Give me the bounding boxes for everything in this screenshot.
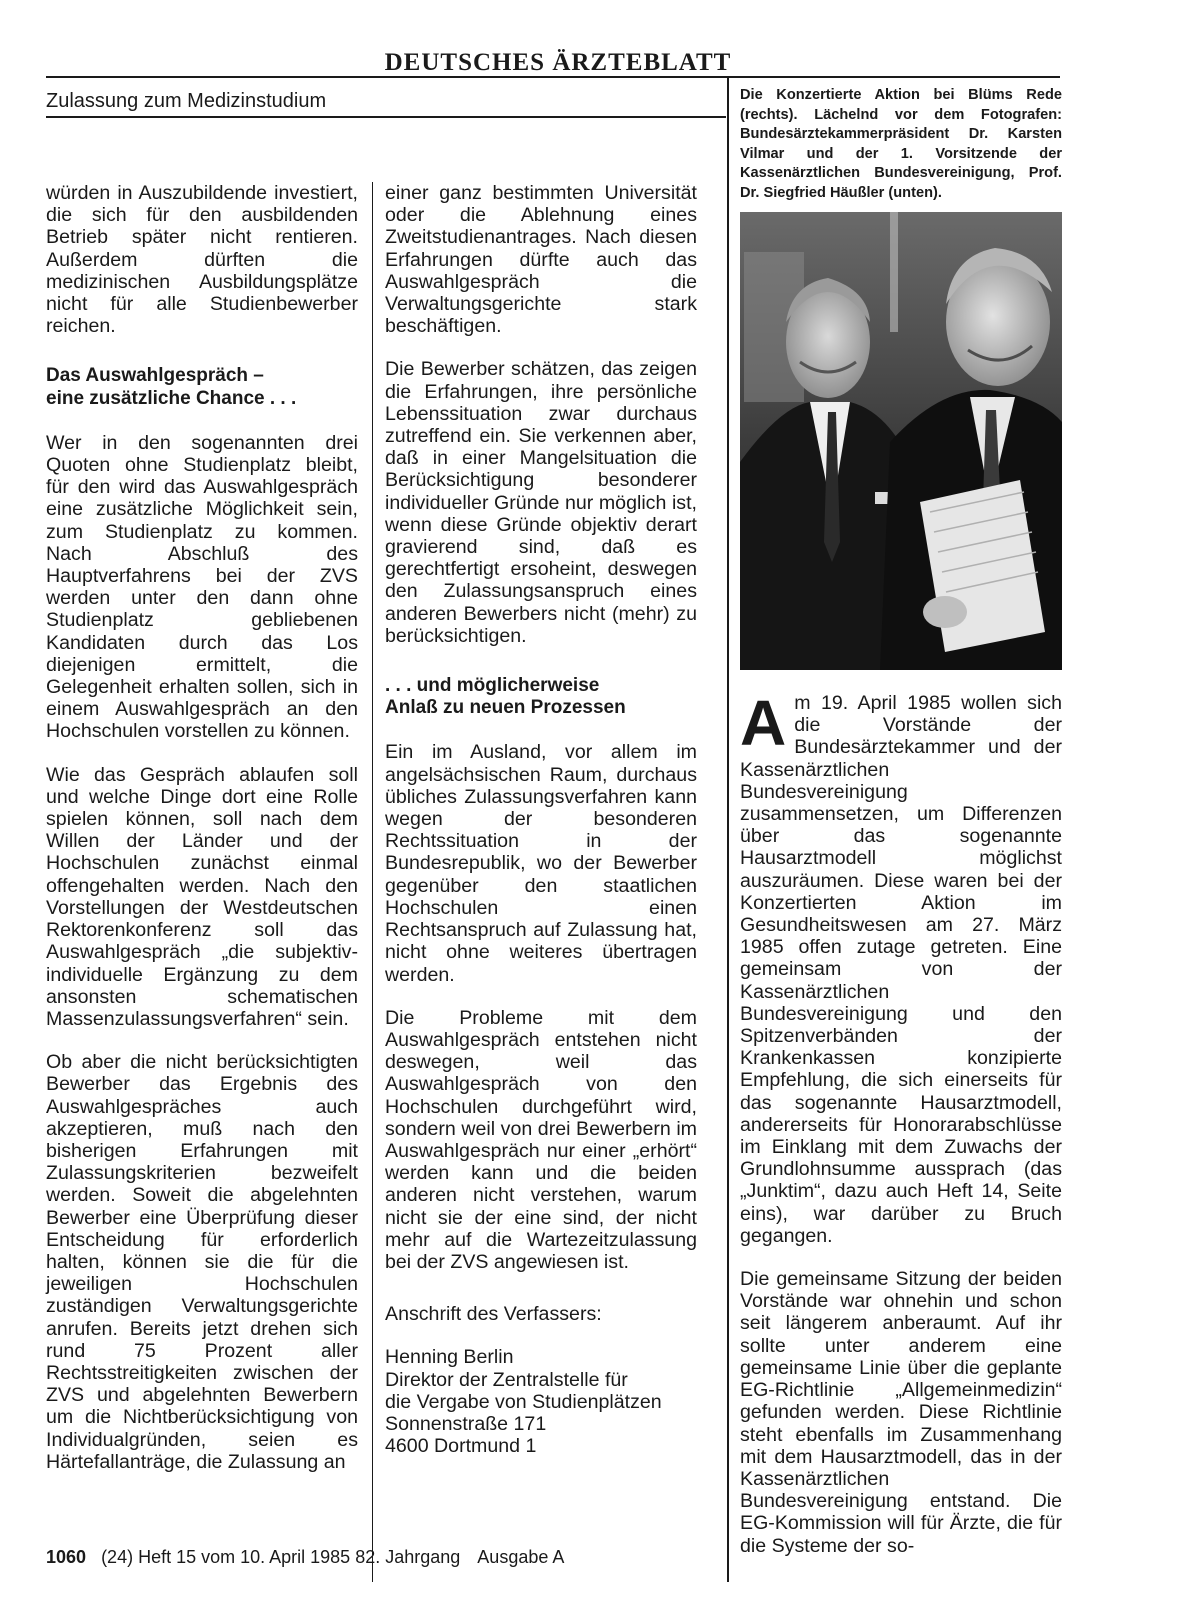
drop-cap: A	[740, 687, 787, 759]
address-line-4: 4600 Dortmund 1	[385, 1435, 537, 1458]
col2-heading-line-1: . . . und möglicherweise	[385, 675, 600, 697]
masthead: DEUTSCHES ÄRZTEBLATT	[384, 49, 732, 76]
page-number: 1060	[46, 1547, 87, 1567]
photo-illustration	[740, 212, 1062, 670]
issue-info: (24) Heft 15 vom 10. April 1985 82. Jahrgang	[101, 1547, 461, 1567]
col2-paragraph-3: Ein im Ausland, vor allem im angelsächsischen Raum, durchaus übliches Zulassungsverfahren kann wegen der besonderen Rechtssituation in der Bundesrepublik, wo der Bewerber gegenüber den staatlichen Hochschulen einen Rechtsanspruch auf Zulassung hat, nicht ohne weiteres übertragen werden.	[385, 741, 697, 986]
col2-paragraph-1: einer ganz bestimmten Universität oder die Ablehnung eines Zweitstudienantrages. Nach diesen Erfahrungen dürfte auch das Auswahlgespräch die Verwaltungsgerichte stark beschäftigen.	[385, 182, 697, 338]
section-rule	[46, 116, 726, 118]
col1-paragraph-1: würden in Auszubildende investiert, die sich für den ausbildenden Betrieb später nicht rentieren. Außerdem dürften die medizinischen Ausbildungsplätze nicht für alle Studienbewerber reichen.	[46, 182, 358, 338]
col2-paragraph-2: Die Bewerber schätzen, das zeigen die Erfahrungen, ihre persönliche Lebenssituation zwar durchaus zutreffend ein. Sie verkennen aber, daß in einer Mangelsituation die Berücksichtigung besonderer individueller Gründe nur möglich ist, wenn diese Gründe objektiv derart gravierend sind, daß es gerechtfertigt ersoheint, deswegen den Zulassungsanspruch eines anderen Bewerbers nicht (mehr) zu berücksichtigen.	[385, 358, 697, 647]
column-divider-1	[372, 182, 373, 1582]
address-line-1: Direktor der Zentralstelle für	[385, 1368, 628, 1391]
col1-heading-line-2: eine zusätzliche Chance . . .	[46, 387, 297, 409]
photo-two-men	[740, 212, 1062, 670]
address-block	[385, 1346, 697, 1457]
address-label: Anschrift des Verfassers:	[385, 1303, 602, 1326]
column-divider-2	[727, 76, 729, 1582]
col1-paragraph-2: Wer in den sogenannten drei Quoten ohne Studienplatz bleibt, für den wird das Auswahlgespräch eine zusätzliche Möglichkeit sein, zum Studienplatz zu kommen. Nach Abschluß des Hauptverfahrens bei der ZVS werden unter den dann ohne Studienplatz gebliebenen Kandidaten durch das Los diejenigen ermittelt, die Gelegenheit erhalten sollen, sich in einem Auswahlgespräch an den Hochschulen vorstellen zu können.	[46, 431, 358, 743]
address-name: Henning Berlin	[385, 1346, 514, 1369]
photo-caption: Die Konzertierte Aktion bei Blüms Rede (rechts). Lächelnd vor dem Fotografen: Bundesärztekammerpräsident Dr. Karsten Vilmar und der 1. Vorsitzende der Kassenärztlichen Bundesvereinigung, Prof. Dr. Siegfried Häußler (unten).	[740, 87, 1062, 201]
col2-heading-line-2: Anlaß zu neuen Prozessen	[385, 697, 626, 719]
col2-heading	[385, 675, 697, 719]
column-1	[46, 182, 358, 1494]
address-line-3: Sonnenstraße 171	[385, 1412, 547, 1435]
col1-heading	[46, 365, 358, 409]
col1-paragraph-3: Wie das Gespräch ablaufen soll und welche Dinge dort eine Rolle spielen können, soll nach dem Willen der Länder und der Hochschulen zunächst einmal offengehalten werden. Nach den Vorstellungen der Westdeutschen Rektorenkonferenz soll das Auswahlgespräch „die subjektiv-individuelle Ergänzung zu dem ansonsten schematischen Massenzulassungsverfahren“ sein.	[46, 763, 358, 1030]
author-address	[385, 1303, 697, 1457]
col3-paragraph-2: Die gemeinsame Sitzung der beiden Vorstände war ohnehin und schon seit längerem anberaumt. Auf ihr sollte unter anderem eine gemeinsame Linie über die geplante EG-Richtlinie „Allgemeinmedizin“ gefunden werden. Diese Richtlinie steht ebenfalls im Zusammenhang mit dem Hausarztmodell, das in der Kassenärztlichen Bundesvereinigung entstand. Die EG-Kommission will für Ärzte, die für die Systeme der so-	[740, 1268, 1062, 1557]
column-2	[385, 182, 697, 1457]
col3-paragraph-1-text: m 19. April 1985 wollen sich die Vorstände der Bundesärztekammer und der Kassenärztlichen Bundesvereinigung zusammensetzen, um Differenzen über das sogenannte Hausarztmodell möglichst auszuräumen. Diese waren bei der Konzertierten Aktion im Gesundheitswesen am 27. März 1985 offen zutage getreten. Eine gemeinsam von der Kassenärztlichen Bundesvereinigung und den Spitzenverbänden der Krankenkassen konzipierte Empfehlung, die sich einerseits für das sogenannte Hausarztmodell, andererseits für Honorarabschlüsse im Einklang mit dem Zuwachs der Grundlohnsumme aussprach (das „Junktim“, dazu auch Heft 14, Seite eins), war darüber zu Bruch gegangen.	[740, 692, 1062, 1247]
col1-heading-line-1: Das Auswahlgespräch –	[46, 365, 264, 387]
address-line-2: die Vergabe von Studienplätzen	[385, 1390, 662, 1413]
col2-paragraph-4: Die Probleme mit dem Auswahlgespräch entstehen nicht deswegen, weil das Auswahlgespräch von den Hochschulen durchgeführt wird, sondern weil von drei Bewerbern im Auswahlgespräch nur einer „erhört“ werden kann und die beiden anderen nicht verstehen, warum nicht sie der eine sind, der nicht mehr auf die Wartezeitzulassung bei der ZVS angewiesen ist.	[385, 1006, 697, 1273]
page-footer	[46, 1545, 564, 1569]
column-3	[740, 687, 1062, 1578]
col3-paragraph-1	[740, 687, 1062, 1247]
edition-label: Ausgabe A	[477, 1547, 565, 1567]
masthead-rule	[46, 76, 1060, 78]
col1-paragraph-4: Ob aber die nicht berücksichtigten Bewerber das Ergebnis des Auswahlgespräches auch akzeptieren, muß nach den bisherigen Erfahrungen mit Zulassungskriterien bezweifelt werden. Soweit die abgelehnten Bewerber eine Überprüfung dieser Entscheidung für erforderlich halten, können sie die für die jeweiligen Hochschulen zuständigen Verwaltungsgerichte anrufen. Bereits jetzt drehen sich rund 75 Prozent aller Rechtsstreitigkeiten zwischen der ZVS und abgelehnten Bewerbern um die Nichtberücksichtigung von Individualgründen, seien es Härtefallanträge, die Zulassung an	[46, 1051, 358, 1473]
section-label: Zulassung zum Medizinstudium	[46, 90, 327, 112]
